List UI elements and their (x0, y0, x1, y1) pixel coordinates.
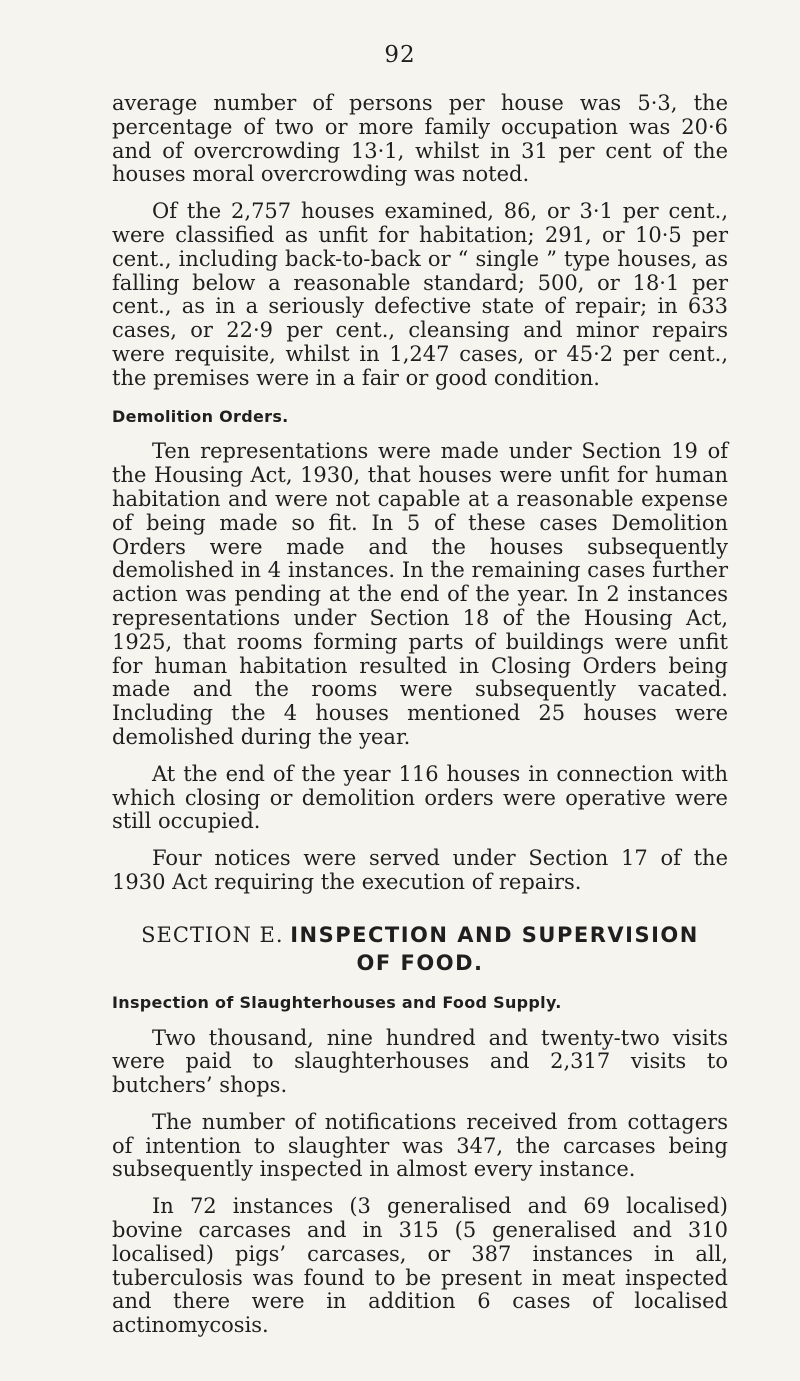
paragraph: average number of persons per house was 5·3, the percentage of two or more family occupation was 20·6 and of overcrowding 13·1, whilst in 31 per cent of the houses moral overcrowding was noted. (112, 91, 728, 187)
paragraph: Ten representations were made under Section 19 of the Housing Act, 1930, that houses were unfit for human habitation and were not capable at a reasonable expense of being made so fit. In 5 of these cases Demolition Orders were made and the houses subsequently demolished in 4 instances. In the remaining cases further action was pending at the end of the year. In 2 instances representations under Section 18 of the Housing Act, 1925, that rooms forming parts of buildings were unfit for human habitation resulted in Closing Orders being made and the rooms were subsequently vacated. Including the 4 houses mentioned 25 houses were demolished during the year. (112, 439, 728, 749)
slaughterhouses-heading: Inspection of Slaughterhouses and Food Supply. (112, 992, 562, 1012)
paragraph: In 72 instances (3 generalised and 69 localised) bovine carcases and in 315 (5 generalised and 310 localised) pigs’ carcases, or 387 instances in all, tuberculosis was found to be present in meat inspected and there were in addition 6 cases of localised actinomycosis. (112, 1194, 728, 1338)
section-title-line1: INSPECTION AND SUPERVISION (290, 922, 699, 947)
page-number: 92 (384, 42, 416, 68)
paragraph: At the end of the year 116 houses in connection with which closing or demolition orders were operative were still occupied. (112, 761, 728, 834)
paragraph: Four notices were served under Section 17 of the 1930 Act requiring the execution of repairs. (112, 846, 728, 894)
paragraph: Two thousand, nine hundred and twenty-two visits were paid to slaughterhouses and 2,317 visits to butchers’ shops. (112, 1025, 728, 1098)
paragraph: The number of notifications received from cottagers of intention to slaughter was 347, the carcases being subsequently inspected in almost every instance. (112, 1109, 728, 1182)
section-title-line2: OF FOOD. (356, 950, 484, 975)
page-content (112, 92, 728, 1351)
section-e-title (112, 921, 728, 977)
demolition-orders-heading: Demolition Orders. (112, 406, 289, 426)
section-label: SECTION E. (141, 922, 284, 947)
paragraph: Of the 2,757 houses examined, 86, or 3·1 per cent., were classified as unfit for habitation; 291, or 10·5 per cent., including back-to-back or “ single ” type houses, as falling below a reasonable standard; 500, or 18·1 per cent., as in a seriously defective state of repair; in 633 cases, or 22·9 per cent., cleansing and minor repairs were requisite, whilst in 1,247 cases, or 45·2 per cent., the premises were in a fair or good condition. (112, 199, 728, 390)
